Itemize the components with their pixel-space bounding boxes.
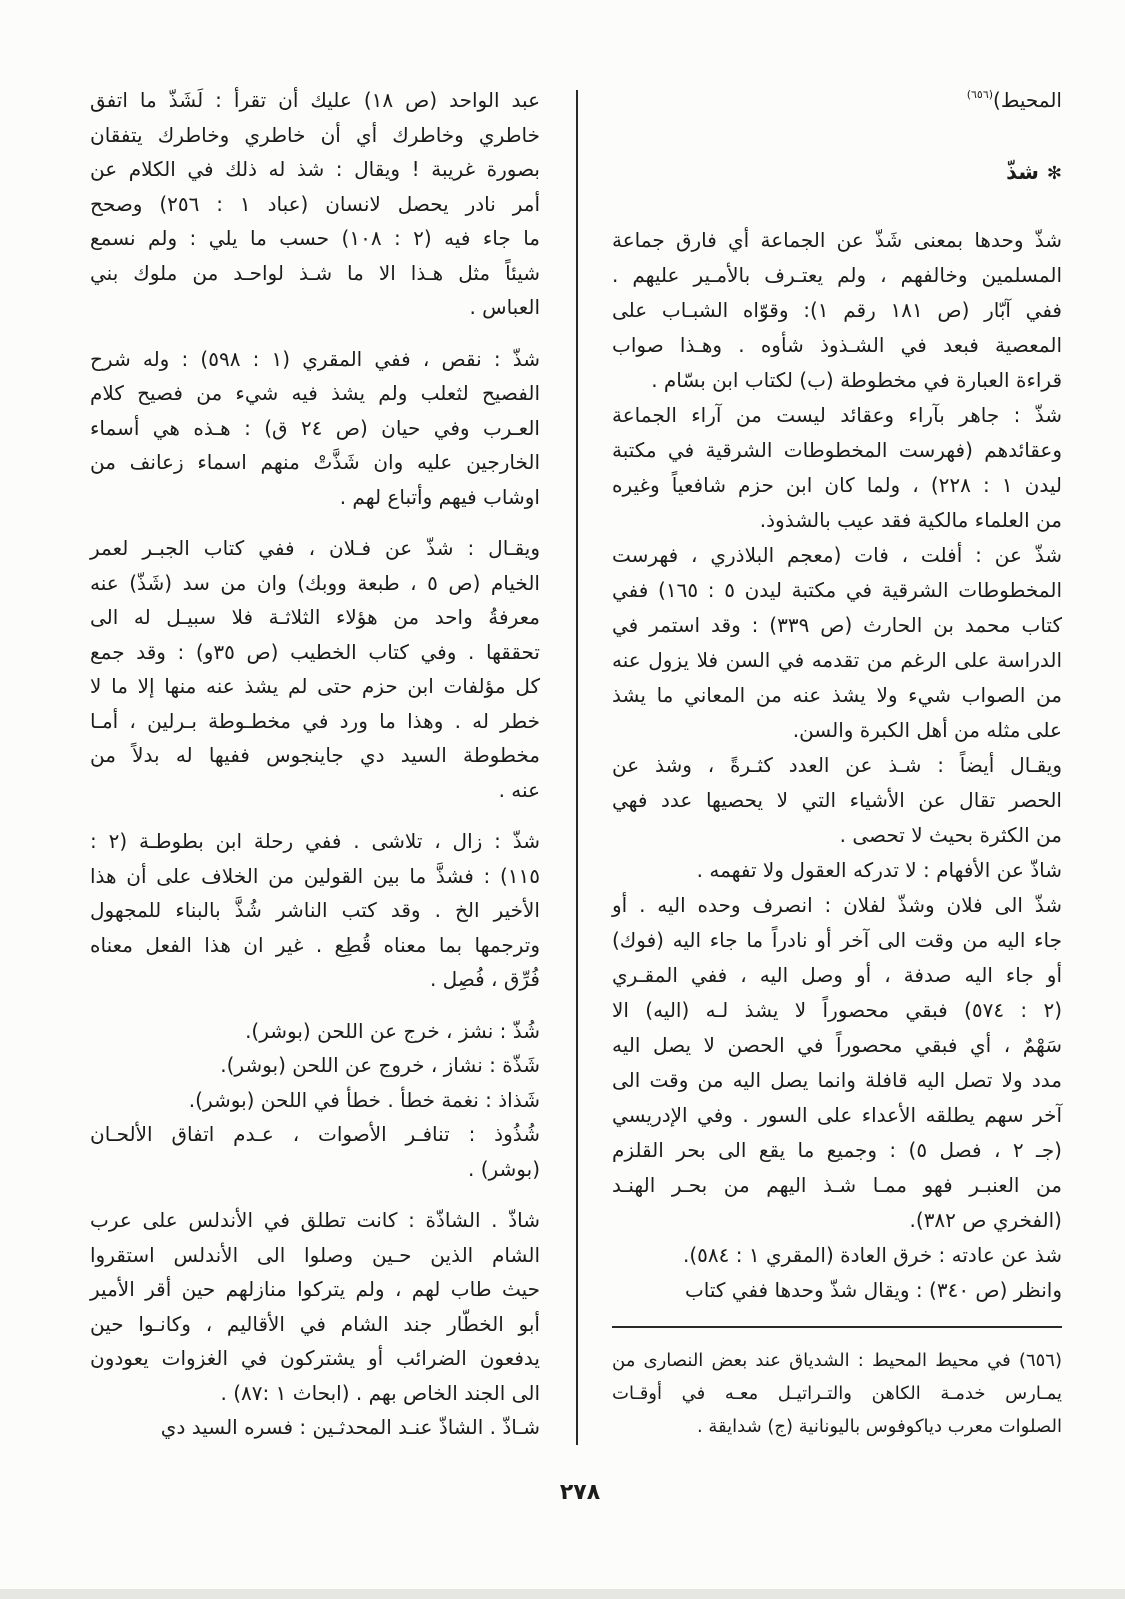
text-block <box>90 83 540 325</box>
text-line: بصورة غريبة ! ويقال : شذ له ذلك في الكلام عن <box>90 157 540 181</box>
text-line: أو جاء اليه صدفة ، أو وصل اليه ، ففي المقـري <box>612 963 1062 987</box>
text-line: فُرِّق ، فُصِل . <box>429 967 540 991</box>
text-line: (٢ : ٥٧٤) فبقي محصوراً لا يشذ لـه (اليه) الا <box>612 998 1062 1022</box>
text-block <box>612 223 1062 1308</box>
footnote-reference: (٦٥٦) <box>966 88 994 101</box>
text-line: الأخير الخ . وقد كتب الناشر شُذَّ بالبناء للمجهول <box>90 898 540 922</box>
dictionary-entry <box>612 1273 1062 1308</box>
text-line: شاذّ . الشاذّة : كانت تطلق في الأندلس على عرب <box>90 1208 540 1232</box>
text-line: وترجمها بما معناه قُطِع . غير ان هذا الفعل معناه <box>90 932 540 957</box>
text-line: الصلوات معرب دياكوفوس باليونانية (ج) شدايقة . <box>696 1416 1062 1437</box>
text-line: شيئاً مثل هـذا الا ما شـذ لواحـد من ملوك بني <box>90 260 540 285</box>
text-line: اوشاب فيهم وأتباع لهم . <box>339 484 540 509</box>
text-line: من الصواب شيء ولا يشذ عنه من المعاني ما يشذ <box>612 683 1062 707</box>
dictionary-entry <box>612 748 1062 853</box>
text-line: شـاذّ . الشاذّ عنـد المحدثـين : فسره السيد دي <box>160 1415 540 1439</box>
text-line: وانظر (ص ٣٤٠) : ويقال شذّ وحدها ففي كتاب <box>684 1278 1062 1302</box>
text-line: ففي آبّار (ص ١٨١ رقم ١): وقوّاه الشبـاب على <box>612 298 1062 322</box>
text-line: شُذُوذ : تنافـر الأصوات ، عـدم اتفاق الألحـان <box>90 1122 540 1146</box>
text-line: من العلماء مالكية فقد عيب بالشذوذ. <box>759 508 1062 532</box>
dictionary-entry <box>612 1238 1062 1273</box>
text-line: سَهْمٌ ، أي فبقي محصوراً في الحصن لا يصل اليه <box>612 1033 1062 1057</box>
text-line: أبو الخطّار جند الشام في الأقاليم ، وكانـوا حين <box>90 1311 540 1336</box>
text-line: شذّ : جاهر بآراء وعقائد ليست من آراء الجماعة <box>612 403 1062 427</box>
dictionary-entry <box>90 1410 540 1445</box>
running-head <box>612 83 1062 117</box>
text-line: الحصر تقال عن الأشياء التي لا يحصيها عدد فهي <box>612 788 1062 812</box>
text-line: ما جاء فيه (٢ : ١٠٨) حسب ما يلي : ولم نسمع <box>90 226 541 250</box>
dictionary-entry <box>612 398 1062 538</box>
text-line: شذّ : زال ، تلاشى . ففي رحلة ابن بطوطـة (٢ : <box>90 829 540 853</box>
text-block <box>90 531 540 807</box>
text-line: شذّ وحدها بمعنى شَذّ عن الجماعة أي فارق جماعة <box>612 228 1062 252</box>
dictionary-entry <box>90 1203 540 1410</box>
page-number: ٢٧٨ <box>559 1480 601 1505</box>
text-line: ويقـال أيضاً : شـذ عن العدد كثـرةً ، وشذ عن <box>612 753 1062 777</box>
dictionary-entry <box>612 223 1062 398</box>
dictionary-entry <box>90 342 540 515</box>
text-line: ويقـال : شذّ عن فـلان ، ففي كتاب الجبـر لعمر <box>90 536 540 560</box>
text-line: من العنبـر فهو ممـا شـذ اليهم من بحـر الهنـد <box>612 1173 1062 1197</box>
text-block <box>90 824 540 997</box>
text-line: من الكثرة بحيث لا تحصى . <box>839 823 1062 847</box>
text-line: شَذاذ : نغمة خطأ . خطأ في اللحن (بوشر). <box>188 1087 540 1112</box>
dictionary-entry <box>612 538 1062 748</box>
text-line: الدراسة على الرغم من تقدمه في السن فلا يزول عنه <box>612 648 1062 672</box>
text-line: قراءة العبارة في مخطوطة (ب) لكتاب ابن بسّام . <box>651 368 1062 392</box>
headword-heading <box>612 155 1062 191</box>
text-line: وعقائدهم (فهرست المخطوطات الشرقية في مكتبة <box>612 438 1062 462</box>
text-line: عبد الواحد (ص ١٨) عليك أن تقرأ : لَشَذّ ما اتفق <box>90 88 541 112</box>
text-line: جاء اليه من وقت الى آخر أو نادراً ما جاء اليه (فوك) <box>612 928 1062 952</box>
text-line: شذ عن عادته : خرق العادة (المقري ١ : ٥٨٤). <box>682 1243 1062 1267</box>
text-line: أمر نادر يحصل لانسان (عباد ١ : ٢٥٦) وصحح <box>90 191 540 216</box>
text-line: الخارجين عليه وان شَذَّتْ منهم اسماء زعانف من <box>90 450 540 474</box>
text-line: ١١٥) : فشذَّ ما بين القولين من الخلاف على أن هذا <box>90 863 540 888</box>
text-line: الخيام (ص ٥ ، طبعة ووبك) وان من سد (شَذّ) عنه <box>90 570 540 595</box>
text-block <box>90 1203 540 1445</box>
text-line: حيث طاب لهم ، ولم يتركوا منازلهم حين أقر الأمير <box>90 1277 540 1301</box>
text-line: آخر سهم يطلقه الأعداء على السور . وفي الإدريسي <box>612 1103 1062 1127</box>
right-text-column <box>612 223 1062 1308</box>
star-marker-icon: ✻ <box>1046 163 1062 184</box>
text-line: الفصيح لثعلب ولم يشذ فيه شيء من فصيح كلام <box>90 381 540 405</box>
text-block <box>90 342 540 515</box>
text-line: الى الجند الخاص بهم . (ابحاث ١ :٨٧) . <box>220 1380 540 1405</box>
text-block <box>90 1014 540 1187</box>
text-line: شذّ الى فلان وشذّ لفلان : انصرف وحده اليه . أو <box>612 893 1062 917</box>
column-divider <box>576 90 578 1445</box>
text-line: المعصية فبعد في الشـذوذ شأوه . وهـذا صواب <box>612 333 1062 357</box>
dictionary-entry <box>90 531 540 807</box>
text-line: الشام الذين حـين وصلوا الى الأندلس استقروا <box>90 1242 540 1267</box>
text-line: شاذّ عن الأفهام : لا تدركه العقول ولا تفهمه . <box>696 858 1062 882</box>
text-line: العـرب وفي حيان (ص ٢٤ ق) : هـذه هي أسماء <box>90 415 540 440</box>
text-line: شُذّ : نشز ، خرج عن اللحن (بوشر). <box>245 1018 540 1043</box>
text-line: العباس . <box>469 295 540 319</box>
scan-edge <box>0 1589 1125 1599</box>
text-line: المخطوطات الشرقية في مكتبة ليدن ٥ : ١٦٥) ففي <box>612 578 1062 602</box>
text-line: خطر له . وهذا ما ورد في مخطـوطة بـرلين ، أمـا <box>90 708 540 733</box>
text-line: خاطري وخاطرك أي أن خاطري وخاطرك يتفقان <box>90 122 540 147</box>
text-line: ليدن ١ : ٢٢٨) ، ولما كان ابن حزم شافعياً وغيره <box>612 473 1062 497</box>
dictionary-entry <box>612 888 1062 1238</box>
text-line: (جـ ٢ ، فصل ٥) : وجميع ما يقع الى بحر القلزم <box>612 1138 1062 1162</box>
left-text-column <box>90 83 540 1445</box>
text-line: كل مؤلفات ابن حزم حتى لم يشذ عنه منها إلا ما لا <box>90 674 540 698</box>
text-line: شذّ : نقص ، ففي المقري (١ : ٥٩٨) : وله شرح <box>90 346 541 371</box>
dictionary-entry <box>612 853 1062 888</box>
text-line: شَذّة : نشاز ، خروج عن اللحن (بوشر). <box>220 1053 540 1077</box>
text-line: (بوشر) . <box>467 1156 540 1181</box>
text-line: مخطوطة السيد دي جاينجوس ففيها له بدلاً من <box>90 743 540 767</box>
running-head-text: المحيط) <box>993 88 1062 112</box>
dictionary-entry <box>90 1117 540 1186</box>
text-line: يمـارس خدمـة الكاهن والتـراتيـل معـه في أوقـات <box>612 1383 1062 1404</box>
dictionary-entry <box>90 1048 540 1083</box>
text-line: كتاب محمد بن الحارث (ص ٣٣٩) : وقد استمر في <box>612 613 1062 637</box>
text-line: يدفعون الضرائب أو يشتركون في الغزوات يعودون <box>90 1346 540 1370</box>
text-line: المسلمين وخالفهم ، ولم يعتـرف بالأمـير عليهم . <box>612 263 1062 287</box>
dictionary-entry <box>90 1014 540 1049</box>
text-line: معرفةُ واحد من هؤلاء الثلاثـة فلا سبيـل له الى <box>90 605 540 629</box>
footnote <box>612 1344 1062 1443</box>
dictionary-entry <box>90 1083 540 1118</box>
footnote-rule <box>612 1326 1062 1328</box>
dictionary-entry <box>90 824 540 997</box>
dictionary-entry <box>90 83 540 325</box>
text-line: على مثله من أهل الكبرة والسن. <box>792 718 1062 742</box>
text-line: عنه . <box>498 777 540 802</box>
text-line: (الفخري ص ٣٨٢). <box>909 1208 1062 1232</box>
text-line: (٦٥٦) في محيط المحيط : الشدياق عند بعض النصارى من <box>612 1350 1062 1371</box>
headword-text: شذّ <box>1006 160 1039 184</box>
text-line: مدد ولا تصل اليه قافلة وانما يصل اليه من وقت الى <box>612 1068 1062 1092</box>
text-line: شذّ عن : أفلت ، فات (معجم البلاذري ، فهرست <box>612 543 1062 567</box>
text-line: تحققها . وفي كتاب الخطيب (ص ٣٥و) : وقد جمع <box>90 639 540 664</box>
